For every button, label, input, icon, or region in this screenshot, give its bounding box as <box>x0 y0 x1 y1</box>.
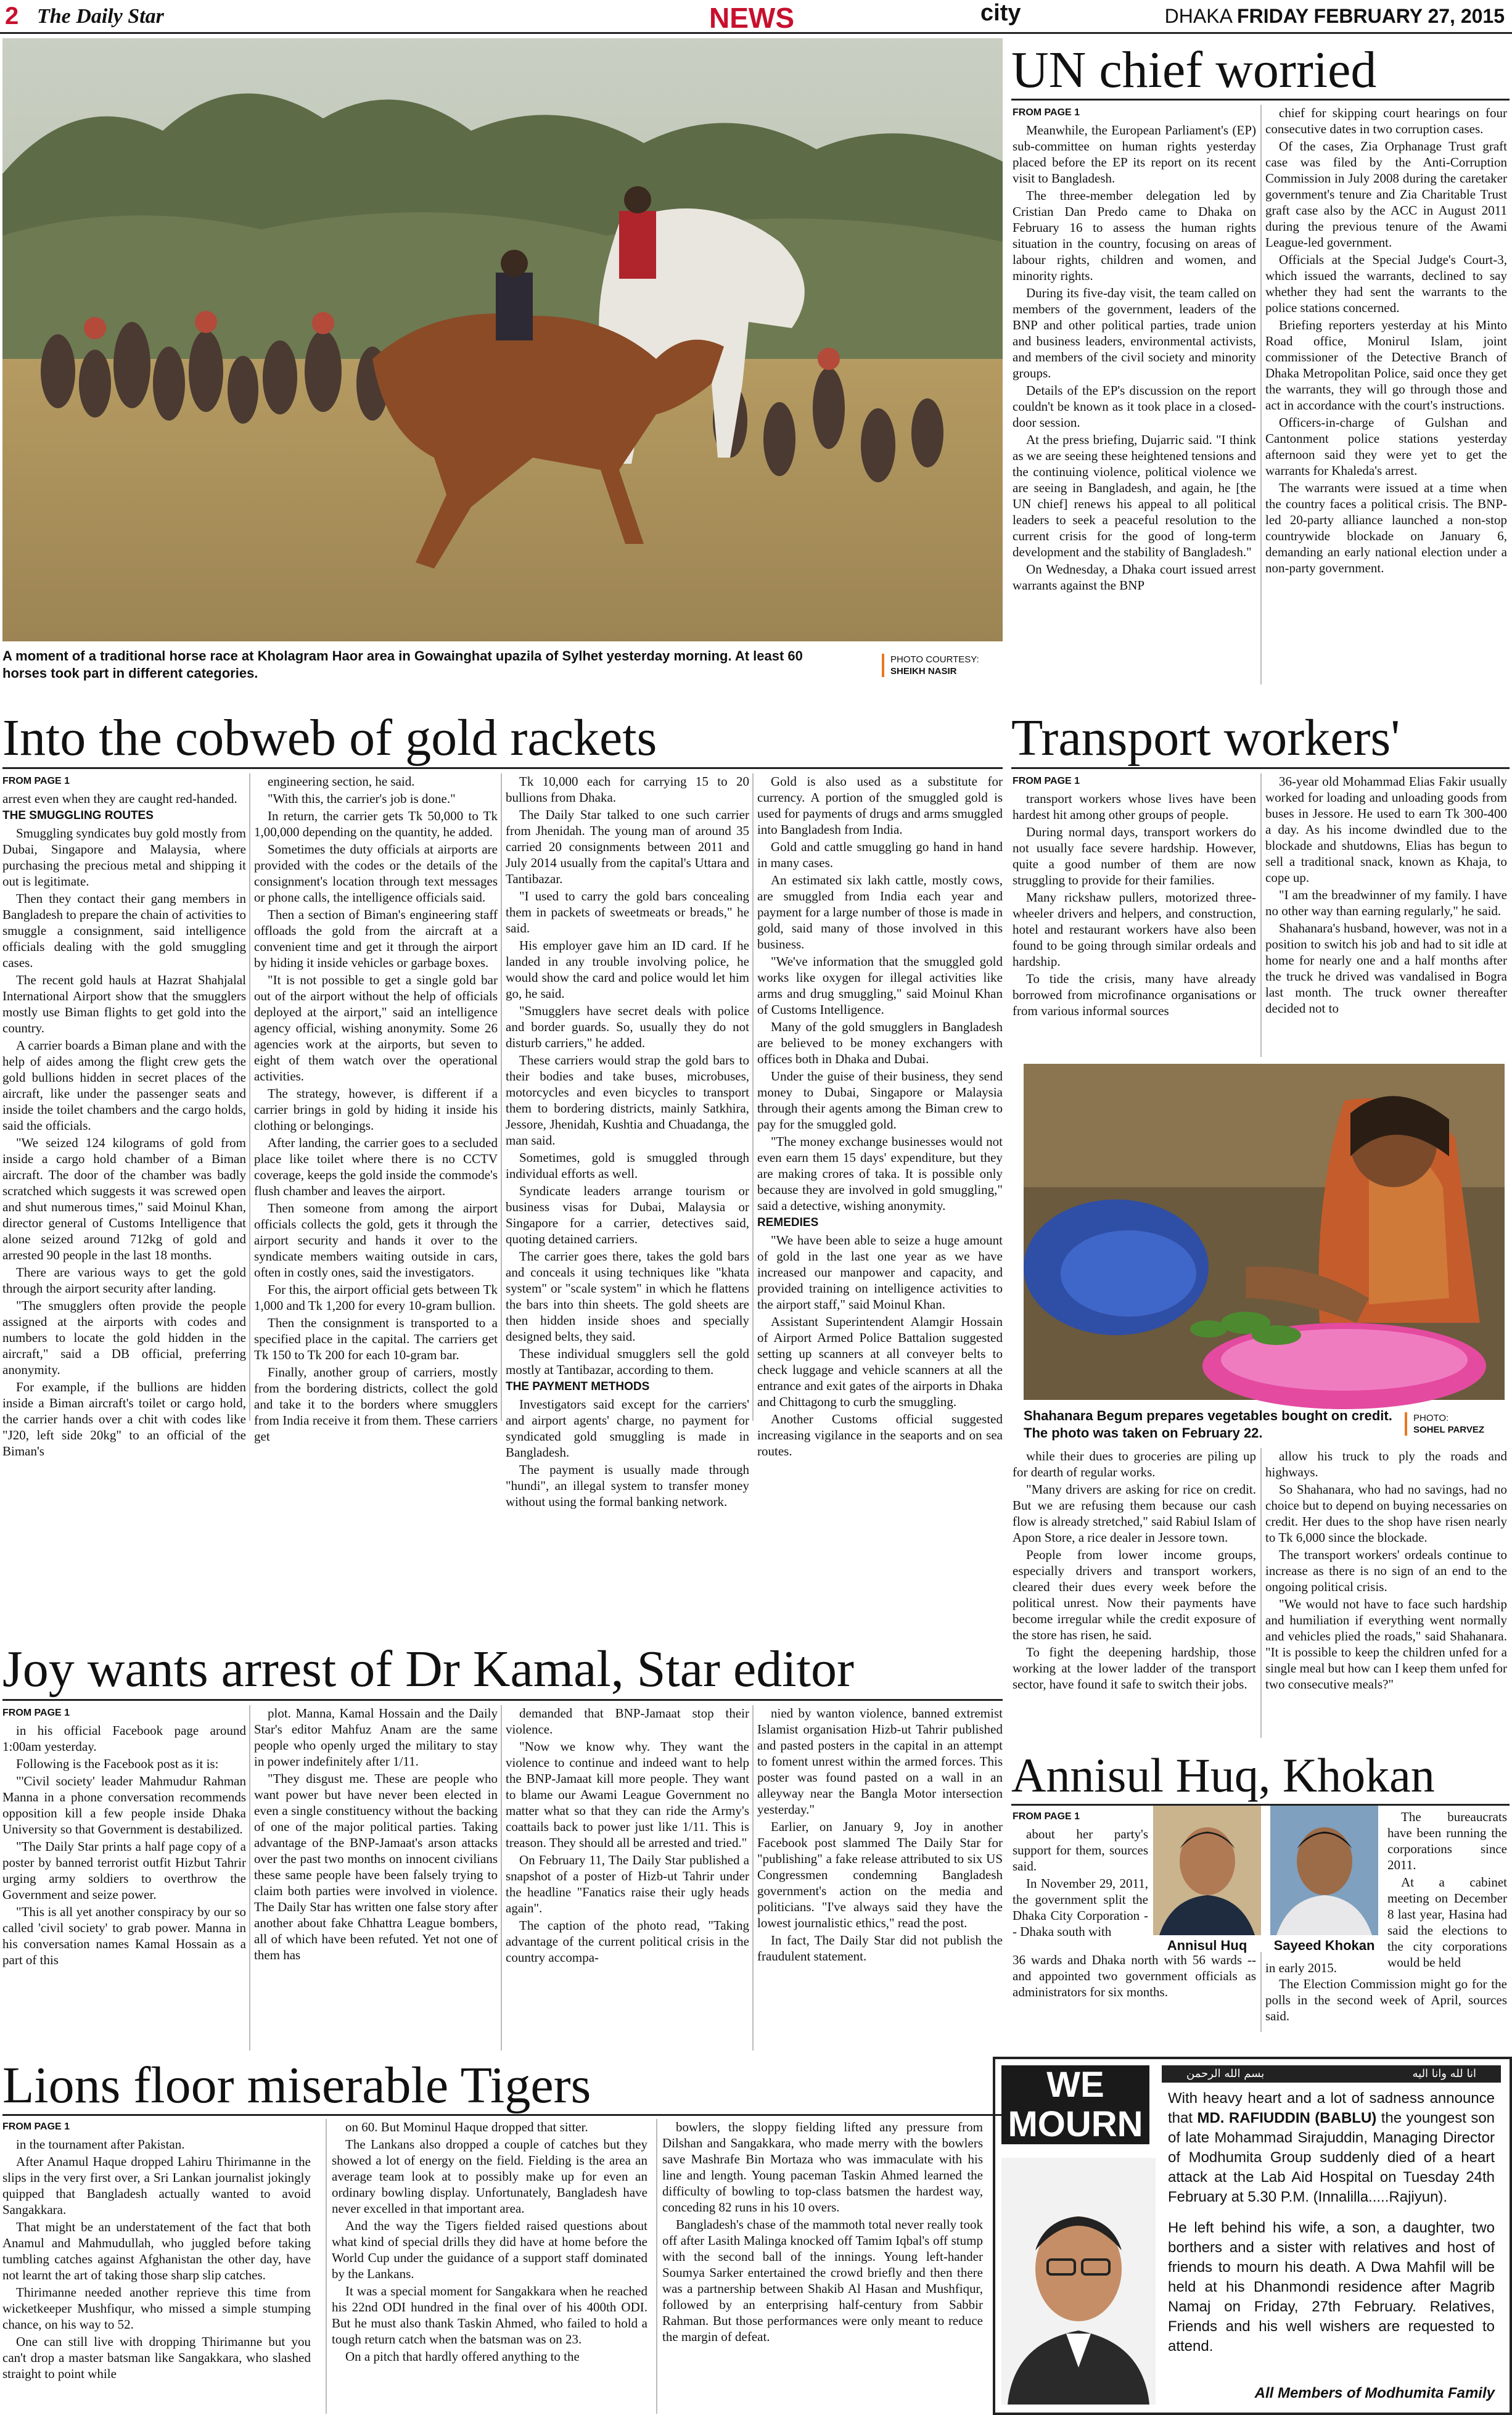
paragraph: about her party's support for them, sources said. <box>1013 1827 1148 1874</box>
paragraph: Sometimes, gold is smuggled through individual efforts as well. <box>506 1150 749 1181</box>
paragraph: People from lower income groups, especially drivers and transport workers, cleared their dues every week before the political unrest. Now their payments have become irregular while the credit exposure of the store has risen, he said. <box>1013 1547 1256 1642</box>
paragraph: "This is all yet another conspiracy by our so called 'civil society' to grab power. Manna in his conversation names Kamal Hossain as a part of this <box>2 1904 246 1967</box>
paragraph: In fact, The Daily Star did not publish the fraudulent statement. <box>757 1933 1003 1964</box>
annisul-portrait-caption: Annisul Huq <box>1167 1938 1247 1953</box>
paragraph: Syndicate leaders arrange tourism or business visas for Dubai, Malaysia or Singapore for a carrier, detectives said, quoting detained carriers. <box>506 1183 749 1246</box>
transport-col2 <box>1265 773 1507 1057</box>
paragraph: Following is the Facebook post as it is: <box>16 1756 219 1771</box>
masthead-logo: The Daily Star <box>37 5 164 28</box>
lions-rule <box>2 2114 1003 2116</box>
column-divider <box>1260 1952 1262 2032</box>
paragraph: Gold is also used as a substitute for currency. A portion of the smuggled gold is used for payments of drugs and arms smuggled into Bangladesh from India. <box>757 774 1003 837</box>
paragraph: "The money exchange businesses would not even earn them 15 days' expenditure, but they are making crores of taka. It is possible only because they are involved in gold smuggling," said a detective, wishing anonymity. <box>757 1134 1003 1213</box>
paragraph: At the press briefing, Dujarric said. "I think as we are seeing these heightened tensions and the continuing violence, political violence we are seeing in Bangladesh, and again, he [the UN chief] renews his appeal to all political leaders to seek a peaceful resolution to the current crisis for the good of long-term development and the stability of Bangladesh." <box>1013 432 1256 559</box>
joy-col2 <box>254 1705 498 2051</box>
paragraph: Investigators said except for the carriers' and airport agents' charge, no payment for syndicated gold smuggling is made in Bangladesh. <box>506 1397 749 1460</box>
transport-col1 <box>1013 773 1256 1057</box>
column-divider <box>656 2119 657 2414</box>
paragraph: Officials at the Special Judge's Court-3, which issued the warrants, declined to say whether they had sent the warrants to the police stations concerned. <box>1265 252 1507 315</box>
horse-race-photo <box>2 38 1003 641</box>
obituary-intro: With heavy heart and a lot of sadness announce that <box>1168 2090 1495 2126</box>
paragraph: There are various ways to get the gold through the airport security after landing. <box>2 1265 246 1296</box>
paragraph: These individual smugglers sell the gold mostly at Tantibazar, according to them. <box>506 1346 749 1377</box>
paragraph: transport workers whose lives have been hardest hit among other groups of people. <box>1013 791 1256 822</box>
paragraph: Many rickshaw pullers, motorized three-wheeler drivers and helpers, and construction, hotel and restaurant workers have also been found to be going through similar ordeals and hardship. <box>1013 890 1256 969</box>
dateline-date: FRIDAY FEBRUARY 27, 2015 <box>1237 5 1505 27</box>
paragraph: Under the guise of their business, they send money to Dubai, Singapore or Malaysia through their agents among the Biman crew to pay for the smuggled gold. <box>757 1069 1003 1132</box>
joy-rule <box>2 1699 1003 1701</box>
kicker: FROM PAGE 1 <box>1013 107 1080 118</box>
we-mourn-title <box>1001 2065 1149 2144</box>
obituary-text <box>1168 2089 1495 2356</box>
paragraph: In November 29, 2011, the government split the Dhaka City Corporation -- Dhaka south with <box>1013 1876 1148 1939</box>
paragraph: Officers-in-charge of Gulshan and Cantonment police stations yesterday afternoon said they were yet to get the warrants for Khaleda's arrest. <box>1265 415 1507 478</box>
khokan-image <box>1270 1806 1378 1935</box>
paragraph: "'Civil society' leader Mahmudur Rahman Manna in a phone conversation recommends opposition kill a few people inside Dhaka University so that Government is destabilized. <box>2 1774 246 1837</box>
paragraph: At a cabinet meeting on December 8 last year, Hasina had said the elections to the city corporations would be held <box>1387 1875 1507 1970</box>
paragraph: chief for skipping court hearings on four consecutive dates in two corruption cases. <box>1265 105 1507 136</box>
paragraph: in his official Facebook page around 1:00am yesterday. <box>2 1723 246 1754</box>
paragraph: The Lankans also dropped a couple of catches but they showed a lot of energy on the field. Fielding is the area an average team look at to possibly make up for even an ordinary bowling display. Unfortunately, Bangladesh have never excelled in that important area. <box>332 2137 647 2216</box>
column-divider <box>752 1705 754 2051</box>
shahanara-photo <box>1024 1064 1505 1400</box>
paragraph: The warrants were issued at a time when the country faces a political crisis. The BNP-led 20-party alliance launched a non-stop countrywide blockade on January 6, demanding an early national election under a non-party government. <box>1265 480 1507 575</box>
joy-col3 <box>506 1705 749 2051</box>
credit-label: PHOTO: <box>1413 1413 1449 1423</box>
paragraph: Then a section of Biman's engineering staff offloads the gold from the aircraft at a convenient time and get it through the airport by hiding it inside vehicles or garbage boxes. <box>254 907 498 970</box>
paragraph: Of the cases, Zia Orphanage Trust graft case was filed by the Anti-Corruption Commission in July 2008 during the caretaker government's tenure and Zia Charitable Trust graft case also by the ACC in August 2011 during the previous tenure of the Awami League-led government. <box>1265 139 1507 250</box>
subsection-title: city <box>980 0 1021 26</box>
paragraph: 36-year old Mohammad Elias Fakir usually worked for loading and unloading goods from buses in Jessore. He used to earn Tk 300-400 a day. As his income dwindled due to the blockade and shutdowns, Elias has begun to sell a traditional snack, known as Khaja, to cope up. <box>1265 774 1507 885</box>
paragraph: The bureaucrats have been running the corporations since 2011. <box>1387 1809 1507 1872</box>
kicker: FROM PAGE 1 <box>2 2121 70 2132</box>
paragraph: On Wednesday, a Dhaka court issued arrest warrants against the BNP <box>1013 562 1256 593</box>
paragraph: On a pitch that hardly offered anything to the <box>345 2349 580 2364</box>
transport-col3 <box>1013 1448 1256 1738</box>
paragraph: A carrier boards a Biman plane and with the help of aides among the flight crew gets the gold bullions hidden in secret places of the aircraft, like under the passenger seats and inside the toilet chambers and the cargo holds, said the officials. <box>2 1038 246 1133</box>
khokan-portrait-caption: Sayeed Khokan <box>1273 1938 1375 1953</box>
paragraph: The transport workers' ordeals continue to increase as there is no sign of an end to the ongoing political crisis. <box>1265 1547 1507 1594</box>
paragraph: During its five-day visit, the team called on members of the government, leaders of the BNP and other political parties, trade union and business leaders, environmental activists, and members of the civil society and minority groups. <box>1013 286 1256 381</box>
paragraph: demanded that BNP-Jamaat stop their violence. <box>506 1706 749 1737</box>
gold-col1 <box>2 773 246 1458</box>
paragraph: "We would not have to face such hardship and humiliation if everything went normally and vehicles plied the roads," said Shahanara. "It is possible to keep the children unfed for a single meal but how can I keep them unfed for two consecutive meals?" <box>1265 1597 1507 1692</box>
paragraph: allow his truck to ply the roads and highways. <box>1265 1449 1507 1479</box>
paragraph: "I am the breadwinner of my family. I have no other way than earning regularly," he said. <box>1265 887 1507 918</box>
column-divider <box>326 2119 327 2414</box>
annisul-col2-top <box>1387 1809 1507 1970</box>
paragraph: The carrier goes there, takes the gold bars and conceals it using techniques like "khata system" or "scale system" in which he flattens the bars into thin sheets. The gold sheets are then hidden inside shoes and specially designed belts, they said. <box>506 1249 749 1344</box>
credit-label: PHOTO COURTESY: <box>890 654 979 665</box>
paragraph: engineering section, he said. <box>268 774 415 789</box>
credit-name: SOHEL PARVEZ <box>1413 1425 1485 1435</box>
annisul-portrait <box>1153 1806 1261 1935</box>
paragraph: To tide the crisis, many have already borrowed from microfinance organisations or from various informal sources <box>1013 971 1256 1018</box>
paragraph: It was a special moment for Sangakkara when he reached his 22nd ODI hundred in the final over of his 400th ODI. But he must also thank Taskin Ahmed, who failed to hold a tough return catch when the batsman was on 23. <box>332 2284 647 2347</box>
joy-col1 <box>2 1705 246 2051</box>
paragraph: The Election Commission might go for the polls in the second week of April, sources said. <box>1265 1977 1507 2023</box>
paragraph: During normal days, transport workers do not usually face severe hardship. However, quite a good number of them are now struggling to provide for their families. <box>1013 825 1256 887</box>
kicker: FROM PAGE 1 <box>2 1708 70 1718</box>
subhead: THE SMUGGLING ROUTES <box>2 809 154 822</box>
paragraph: Sometimes the duty officials at airports are provided with the codes or the details of the consignment's location through text messages or phone calls, the intelligence officials said. <box>254 842 498 905</box>
paragraph: The three-member delegation led by Cristian Dan Predo came to Dhaka on February 16 to assess the human rights situation in the country, focusing on areas of labour rights, children and women, and minority rights. <box>1013 188 1256 283</box>
paragraph: For this, the airport official gets between Tk 1,000 and Tk 1,200 for every 10-gram bullion. <box>254 1282 498 1313</box>
paragraph: Finally, another group of carriers, mostly from the bordering districts, collect the gold and take it to the borders where smugglers from India receive it from them. These carriers get <box>254 1365 498 1444</box>
dateline-city: DHAKA <box>1164 5 1232 27</box>
paragraph: "We've information that the smuggled gold works like oxygen for illegal activities like arms and drug smuggling," said Moinul Khan of Customs Intelligence. <box>757 954 1003 1017</box>
paragraph: "They disgust me. These are people who want power but have never been elected in even a single constituency without the backing of one of the major political parties. Taking advantage of the BNP-Jamaat's arson attacks over the past two months on innocent civilians these same people have been falsely trying to claim both parties were involved in violence. The Daily Star has written one false story after another about fake Chhattra League bombers, all of which have been refuted. Yet not one of them has <box>254 1771 498 1962</box>
paragraph: "The Daily Star prints a half page copy of a poster by banned terrorist outfit Hizbut Tahrir urging army soldiers to overthrow the Government and seize power. <box>2 1839 246 1902</box>
paragraph: "The smugglers often provide the people assigned at the airports with codes and numbers to locate the gold hidden in the aircraft," said a DB official, preferring anonymity. <box>2 1298 246 1377</box>
transport-headline: Transport workers' <box>1011 709 1400 767</box>
obituary-ad <box>993 2057 1512 2415</box>
kicker: FROM PAGE 1 <box>2 776 70 786</box>
annisul-headline: Annisul Huq, Khokan <box>1011 1748 1435 1802</box>
paragraph: The payment is usually made through "hundi", an illegal system to transfer money without using the formal banking network. <box>506 1462 749 1509</box>
paragraph: Then the consignment is transported to a specified place in the capital. The carriers get Tk 150 to Tk 200 for each 10-gram bar. <box>254 1315 498 1362</box>
paragraph: One can still live with dropping Thirimanne but you can't drop a master batsman like Sangakkara, who slashed straight to point while <box>2 2334 311 2381</box>
column-divider <box>249 773 250 1421</box>
paragraph: After Anamul Haque dropped Lahiru Thirimanne in the slips in the very first over, a Sri Lankan journalist jokingly quipped that Bangladesh actually wanted to avoid Sangakkara. <box>2 2154 311 2217</box>
credit-name: SHEIKH NASIR <box>890 666 957 677</box>
subhead: THE PAYMENT METHODS <box>506 1380 650 1393</box>
lions-headline: Lions floor miserable Tigers <box>2 2057 591 2114</box>
gold-col4 <box>757 773 1003 1458</box>
paragraph: Smuggling syndicates buy gold mostly from Dubai, Singapore and Malaysia, where purchasing the precious metal and shipping it out is legitimate. <box>2 826 246 889</box>
paragraph: For example, if the bullions are hidden inside a Biman aircraft's toilet or cargo hold, the carrier hands over a chit with codes like "J20, left side 20kg" to an official of the Biman's <box>2 1380 246 1458</box>
paragraph: On February 11, The Daily Star published a snapshot of a poster of Hizb-ut Tahrir under the headline "Fanatics raise their ugly heads again". <box>506 1853 749 1915</box>
paragraph: while their dues to groceries are piling up for dearth of regular works. <box>1013 1449 1256 1479</box>
column-divider <box>249 1705 250 2051</box>
paragraph: The caption of the photo read, "Taking advantage of the current political crisis in the country accompa- <box>506 1918 749 1965</box>
column-divider <box>1260 773 1262 1057</box>
shahanara-photo-credit <box>1405 1412 1506 1436</box>
obituary-body-1: the youngest son of late Mohammad Sirajuddin, Managing Director of Modhumita Group suddenly died of a heart attack at the Lab Aid Hospital on Tuesday 24th February at 5.30 P.M. (Innalilla.....Rajiyun). <box>1168 2110 1495 2205</box>
kicker: FROM PAGE 1 <box>1013 1811 1080 1822</box>
paragraph: That might be an understatement of the fact that both Anamul and Mahmudullah, who juggled before taking tumbling catches against Afghanistan the other day, have not learnt the art of taking those sharp slip catches. <box>2 2220 311 2282</box>
lions-col2 <box>332 2119 647 2414</box>
paragraph: arrest even when they are caught red-handed. <box>2 791 237 806</box>
paragraph: So Shahanara, who had no savings, had no choice but to depend on buying necessaries on credit. Her dues to the shop have risen nearly to Tk 6,000 since the blockade. <box>1265 1482 1507 1545</box>
lions-col3 <box>662 2119 983 2414</box>
page-number: 2 <box>5 2 19 30</box>
paragraph: And the way the Tigers fielded raised questions about what kind of special drills they did have at home before the World Cup under the guidance of a support staff dominated by the Lankans. <box>332 2218 647 2281</box>
joy-headline: Joy wants arrest of Dr Kamal, Star editor <box>2 1640 854 1698</box>
horse-photo-credit <box>882 654 1001 677</box>
dateline <box>1165 5 1505 28</box>
paragraph: Briefing reporters yesterday at his Minto Road office, Monirul Islam, joint commissioner of the Detective Branch of Dhaka Metropolitan Police, said once they get the warrants, they will go through those and act in accordance with the court's instructions. <box>1265 318 1507 413</box>
we-mourn-line1: WE <box>1046 2065 1104 2105</box>
paragraph: The recent gold hauls at Hazrat Shahjalal International Airport show that the smugglers mostly use Biman flights to get gold into the country. <box>2 973 246 1035</box>
paragraph: "We seized 124 kilograms of gold from inside a cargo hold chamber of a Biman aircraft. The door of the chamber was badly scratched which suggests it was screwed open and shut numerous times," said Moinul Khan, director general of Customs Intelligence that alone seized around 712kg of gold and arrested 90 people in the last 18 months. <box>2 1135 246 1262</box>
gold-rule <box>2 767 1003 769</box>
paragraph: in early 2015. <box>1265 1960 1337 1975</box>
paragraph: 36 wards and Dhaka north with 56 wards -- and appointed two government officials as administrators for six months. <box>1013 1952 1256 1999</box>
column-divider <box>752 773 754 1421</box>
gold-col3 <box>506 773 749 1509</box>
transport-col4 <box>1265 1448 1507 1738</box>
we-mourn-line2: MOURN <box>1008 2104 1143 2144</box>
paragraph: "Many drivers are asking for rice on credit. But we are refusing them because our cash flow is already stretched," said Rabiul Islam of Apon Store, a rice dealer in Jessore town. <box>1013 1482 1256 1545</box>
paragraph: Then someone from among the airport officials collects the gold, gets it through the airport security and hands it over to the syndicate members waiting outside in cars, often in costly ones, said the investigators. <box>254 1201 498 1280</box>
paragraph: The strategy, however, is different if a carrier brings in gold by hiding it inside his clothing or belongings. <box>254 1086 498 1133</box>
paragraph: "Now we know why. They want the violence to continue and indeed want to help the BNP-Jamaat kill more people. They want to blame our Awami League Government no matter what so that they can ride the Army's coattails back to power just like 1/11. This is treason. They should all be arrested and tried." <box>506 1739 749 1850</box>
section-title: NEWS <box>709 2 794 34</box>
kicker: FROM PAGE 1 <box>1013 776 1080 786</box>
paragraph: Tk 10,000 each for carrying 15 to 20 bullions from Dhaka. <box>506 774 749 805</box>
obituary-paragraph-2: He left behind his wife, a son, a daughter, two borthers and a sister with relatives and host of friends to mourn his death. A Dwa Mahfil will be held at his Dhanmondi residence after Magrib Namaj on Friday, 27th February. Relatives, Friends and his well wishers are requested to attend. <box>1168 2220 1495 2355</box>
arabic-banner <box>1162 2065 1501 2083</box>
transport-rule <box>1011 767 1510 769</box>
paragraph: nied by wanton violence, banned extremist Islamist organisation Hizb-ut Tahrir published and pasted posters in the capital in an attempt to foment unrest within the armed forces. This poster was found pasted on a wall in an alleyway near the Bangla Motor intersection yesterday." <box>757 1706 1003 1817</box>
paragraph: "Smugglers have secret deals with police and border guards. So, usually they do not disturb carriers," he added. <box>506 1003 749 1050</box>
arabic-text-left: بسم الله الرحمن <box>1186 2067 1265 2080</box>
paragraph: Assistant Superintendent Alamgir Hossain of Airport Armed Police Battalion suggested setting up scanners at all conveyer belts to check luggage and vehicle scanners at all the entrance and exit gates of the airports in Dhaka and Chittagong to curb the smuggling. <box>757 1314 1003 1409</box>
paragraph: Details of the EP's discussion on the report couldn't be known as it took place in a closed-door session. <box>1013 383 1256 430</box>
obituary-paragraph-1 <box>1168 2089 1495 2207</box>
un-chief-col2 <box>1265 105 1507 685</box>
column-divider <box>1260 1448 1262 1738</box>
gold-headline: Into the cobweb of gold rackets <box>2 709 657 767</box>
lions-col1 <box>2 2119 311 2414</box>
paragraph: Shahanara's husband, however, was not in a position to switch his job and had to sit idle at home for nearly one and a half months after the truck he drived was vandalised in Bogra last month. The truck owner thereafter decided not to <box>1265 921 1507 1016</box>
paragraph: After landing, the carrier goes to a secluded place like toilet where there is no CCTV coverage, keeps the gold inside the commode's flush chamber and leaves the airport. <box>254 1135 498 1198</box>
khokan-portrait <box>1270 1806 1378 1935</box>
paragraph: Then they contact their gang members in Bangladesh to prepare the chain of activities to smuggle a consignment, said intelligence officials dealing with the gold smuggling cases. <box>2 891 246 970</box>
paragraph: "It is not possible to get a single gold bar out of the airport without the help of officials deployed at the airport," said an intelligence agency official, wishing anonymity. Some 26 agencies work at the airports, but seven to eight of them watch over the operational activities. <box>254 973 498 1084</box>
column-divider <box>1260 105 1262 685</box>
annisul-col2-bottom <box>1265 1960 1507 2034</box>
deceased-name: MD. RAFIUDDIN (BABLU) <box>1197 2110 1377 2126</box>
annisul-col1-bottom <box>1013 1952 1256 2032</box>
paragraph: Bangladesh's chase of the mammoth total never really took off after Lasith Malinga knocked off Tamim Iqbal's off stump with the second ball of the innings. Young left-hander Soumya Sarker entertained the crowd briefly and then there was a partnership between Shakib Al Hasan and Mushfiqur, followed by an enterprising half-century from Sabbir Rahman. But those performances were only meant to reduce the margin of defeat. <box>662 2217 983 2344</box>
paragraph: To fight the deepening hardship, those working at the lower ladder of the transport sector, have found it safe to switch their jobs. <box>1013 1645 1256 1692</box>
paragraph: Many of the gold smugglers in Bangladesh are believed to be money exchangers with offices both in Dhaka and Dubai. <box>757 1019 1003 1066</box>
horse-photo-caption: A moment of a traditional horse race at Kholagram Haor area in Gowainghat upazila of Sylhet yesterday morning. At least 60 horses took part in different categories. <box>2 648 803 681</box>
arabic-text-right: انا لله وانا اليه <box>1412 2067 1476 2080</box>
shahanara-image <box>1024 1064 1505 1400</box>
paragraph: An estimated six lakh cattle, mostly cows, are smuggled from India each year and payment for a large number of those is made in gold, said many of those involved in this business. <box>757 873 1003 952</box>
paragraph: Thirimanne needed another reprieve this time from wicketkeeper Mushfiqur, who missed a simple stumping chance, on his way to 52. <box>2 2285 311 2332</box>
un-chief-headline: UN chief worried <box>1011 41 1377 99</box>
paragraph: "We have been able to seize a huge amount of gold in the last one year as we have increased our manpower and capacity, and provided training on intelligence activities to the airport staff," said Moinul Khan. <box>757 1233 1003 1312</box>
paragraph: "I used to carry the gold bars concealing them in packets of sweetmeats or breads," he said. <box>506 889 749 936</box>
obituary-signature: All Members of Modhumita Family <box>1254 2385 1495 2401</box>
obituary-portrait <box>1001 2158 1156 2405</box>
paragraph: Gold and cattle smuggling go hand in hand in many cases. <box>757 839 1003 870</box>
paragraph: The Daily Star talked to one such carrier from Jhenidah. The young man of around 35 carried 20 consignments between 2011 and July 2014 usually from the capital's Uttara and Tantibazar. <box>506 807 749 886</box>
paragraph: on 60. But Mominul Haque dropped that sitter. <box>345 2120 588 2134</box>
paragraph: plot. Manna, Kamal Hossain and the Daily Star's editor Mahfuz Anam are the same people who openly urged the military to stay in power indefinitely after 1/11. <box>254 1706 498 1769</box>
paragraph: Another Customs official suggested increasing vigilance in the seaports and on sea routes. <box>757 1412 1003 1458</box>
paragraph: Meanwhile, the European Parliament's (EP) sub-committee on human rights yesterday placed before the EP its report on its recent visit to Bangladesh. <box>1013 123 1256 186</box>
joy-col4 <box>757 1705 1003 2051</box>
paragraph: In return, the carrier gets Tk 50,000 to Tk 1,00,000 depending on the quantity, he added. <box>254 808 498 839</box>
subhead: REMEDIES <box>757 1216 819 1229</box>
column-divider <box>501 1705 502 2051</box>
paragraph: Earlier, on January 9, Joy in another Facebook post slammed The Daily Star for "publishing" a fake release attributed to six US Congressmen condemning Bangladesh government's action on the media and politicians. "I've always said they have the lowest journalistic ethics," read the post. <box>757 1819 1003 1930</box>
obituary-image <box>1001 2158 1156 2405</box>
paragraph: in the tournament after Pakistan. <box>16 2137 185 2152</box>
annisul-image <box>1153 1806 1261 1935</box>
paragraph: These carriers would strap the gold bars to their bodies and take buses, microbuses, motorcycles and even bicycles to transport them to bordering districts, mainly Satkhira, Jessore, Jhenidah, Kushtia and Chuadanga, the man said. <box>506 1053 749 1148</box>
un-chief-col1 <box>1013 105 1256 685</box>
shahanara-photo-caption: Shahanara Begum prepares vegetables bought on credit. The photo was taken on February 22. <box>1024 1408 1392 1441</box>
paragraph: "With this, the carrier's job is done." <box>268 791 456 806</box>
un-chief-rule <box>1011 99 1510 101</box>
gold-col2 <box>254 773 498 1444</box>
column-divider <box>501 773 502 1421</box>
paragraph: His employer gave him an ID card. If he landed in any trouble involving police, he would show the card and police would let him go, he said. <box>506 938 749 1001</box>
annisul-col1-top <box>1013 1809 1148 1949</box>
paragraph: bowlers, the sloppy fielding lifted any pressure from Dilshan and Sangakkara, who made merry with the bowlers save Mashrafe Bin Mortaza who was immaculate with his line and length. Young paceman Taskin Ahmed learned the difficulty of bowling to top-class batsmen the hardest way, conceding 82 runs in his 10 overs. <box>662 2120 983 2215</box>
horse-race-image <box>2 38 1003 641</box>
